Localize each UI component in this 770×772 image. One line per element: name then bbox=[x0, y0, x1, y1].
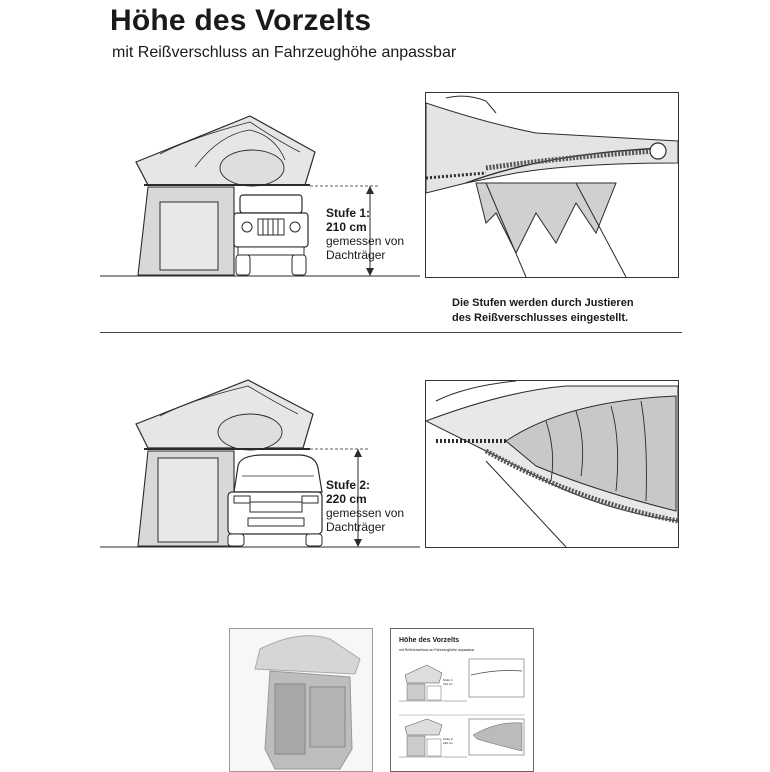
stage1-label bbox=[326, 206, 404, 262]
stage1-title: Stufe 1: bbox=[326, 206, 371, 220]
stage2-label bbox=[326, 478, 404, 534]
page-title: Höhe des Vorzelts bbox=[110, 4, 372, 37]
thumbnail-subtitle: mit Reißverschluss an Fahrzeughöhe anpassbar bbox=[399, 648, 475, 652]
stage2-measured: gemessen von bbox=[326, 506, 405, 520]
thumbnail-title: Höhe des Vorzelts bbox=[399, 637, 460, 644]
stage2-reference: Dachträger bbox=[326, 520, 386, 534]
page-subtitle: mit Reißverschluss an Fahrzeughöhe anpassbar bbox=[112, 44, 457, 61]
thumbnail-page-preview[interactable] bbox=[390, 628, 534, 772]
stage2-title: Stufe 2: bbox=[326, 478, 371, 492]
stage1-reference: Dachträger bbox=[326, 248, 386, 262]
stage2-height: 220 cm bbox=[326, 492, 367, 506]
note-line-1: Die Stufen werden durch Justieren bbox=[452, 297, 634, 309]
section-divider bbox=[100, 332, 682, 333]
stage1-zipper-detail-image bbox=[425, 92, 679, 278]
stage1-height: 210 cm bbox=[326, 220, 367, 234]
note-line-2: des Reißverschlusses eingestellt. bbox=[452, 312, 629, 324]
thumbnail-stage2-label: Stufe 2: 220 cm bbox=[443, 737, 454, 745]
adjustment-note bbox=[452, 296, 634, 326]
thumbnail-stage1-label: Stufe 1: 210 cm bbox=[443, 678, 454, 686]
thumbnail-product-photo[interactable] bbox=[229, 628, 373, 772]
stage1-measured: gemessen von bbox=[326, 234, 405, 248]
stage2-zipper-detail-image bbox=[425, 380, 679, 548]
